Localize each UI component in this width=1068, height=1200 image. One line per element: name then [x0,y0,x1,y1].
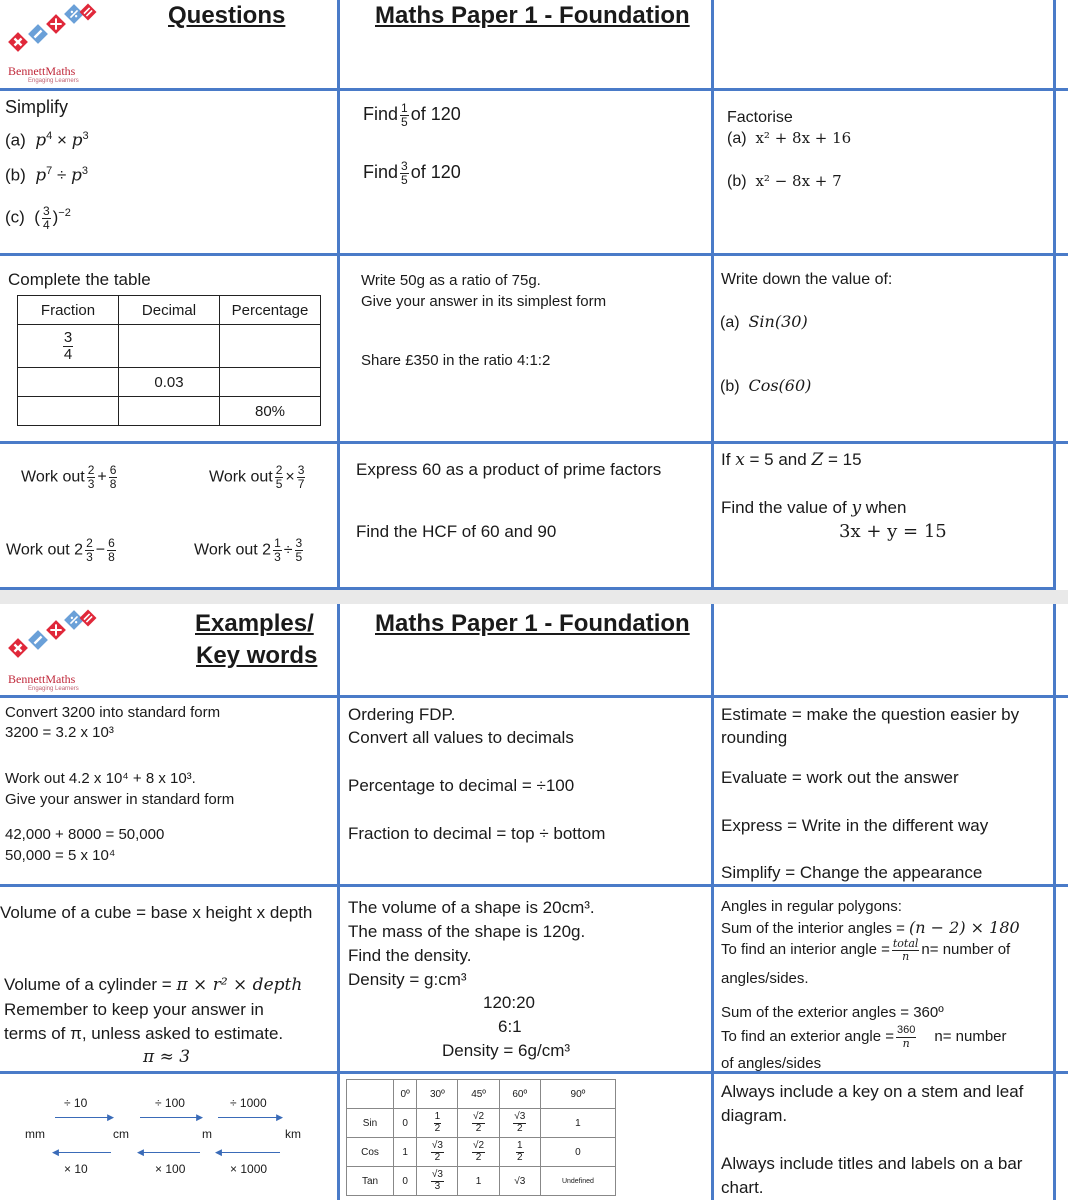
density-l1: The volume of a shape is 20cm³. [348,898,595,917]
keyword-evaluate: Evaluate = work out the answer [721,768,959,787]
logo-tagline: Engaging Learners [28,78,79,84]
unit-div-100: ÷ 100 [155,1096,185,1110]
arrow-right [55,1112,114,1122]
table-cell: 0.03 [119,368,220,397]
keyword-estimate-2: rounding [721,728,788,747]
trig-cell: $\frac{1}{2}$ [417,1109,458,1138]
table-cell [18,368,119,397]
angles-l1: Angles in regular polygons: [721,898,902,915]
unit-mm: mm [25,1127,45,1141]
trig-cell: 0 [394,1167,417,1196]
ratio-line-1: Write 50g as a ratio of 75g. [361,272,541,289]
stdform-l1: Convert 3200 into standard form [5,704,221,721]
barchart-l1: Always include titles and labels on a bar [721,1154,1023,1173]
logo-brand: BennettMaths [8,64,76,78]
header-keywords: Key words [196,642,318,669]
complete-table-title: Complete the table [8,270,151,289]
unit-div-1000: ÷ 1000 [230,1096,267,1110]
angles-l6: To find an exterior angle = $\frac{360}{n}$ n= number [721,1024,1007,1050]
arrowhead: ▶ [276,1112,283,1122]
page-title: Maths Paper 1 - Foundation [375,610,690,637]
factorise-title: Factorise [727,109,793,126]
angles-l5: Sum of the exterior angles = 360º [721,1004,944,1021]
factorise-b: (b) x² − 8x + 7 [727,172,842,190]
stdform-l4: Give your answer in standard form [5,791,235,808]
page-questions [0,0,1068,590]
trig-title: Write down the value of: [721,271,893,288]
logo-tagline: Engaging Learners [28,686,79,692]
volume-cylinder: Volume of a cylinder = π × r² × depth [4,975,303,995]
trig-cell: $\frac{√3}{2}$ [499,1109,540,1138]
table-cell: $\frac{3}{4}$ [18,325,119,368]
grid-line [1053,604,1056,1200]
stdform-l2: 3200 = 3.2 x 10³ [5,724,114,741]
fdp-l4: Fraction to decimal = top ÷ bottom [348,824,606,843]
prime-line-2: Find the HCF of 60 and 90 [356,522,557,541]
simplify-b: (b) $p^7 \div p^3$ [5,165,89,186]
angles-l3: To find an interior angle = $\frac{\text{total}}{n}$ n= number of [721,937,1011,963]
trig-cell: 0 [394,1109,417,1138]
arrowhead: ◀ [137,1147,144,1157]
keyword-simplify: Simplify = Change the appearance [721,863,983,882]
header-examples: Examples/ [195,610,314,637]
unit-cm: cm [113,1127,129,1141]
trig-row-label: Cos [347,1138,394,1167]
trig-cell: $\frac{√2}{2}$ [458,1138,499,1167]
stdform-l6: 50,000 = 5 x 10⁴ [5,847,116,864]
trig-header: 30º [417,1080,458,1109]
grid-line [0,253,1068,256]
arrowhead: ▶ [107,1112,114,1122]
simplify-title: Simplify [5,97,69,117]
grid-line [0,88,1068,91]
page-title: Maths Paper 1 - Foundation [375,2,690,29]
logo-brand: BennettMaths [8,672,76,686]
trig-cell: $\frac{1}{2}$ [499,1138,540,1167]
density-l3: Find the density. [348,946,472,965]
density-l4: Density = g:cm³ [348,970,467,989]
fdp-l3: Percentage to decimal = ÷100 [348,776,575,795]
header-questions: Questions [168,2,286,29]
grid-line [337,604,340,1200]
grid-line [711,604,714,1200]
angles-l7: of angles/sides [721,1055,822,1072]
find-fraction-2: Find $\frac{3}{5}$ of 120 [363,159,461,187]
arrow-left [52,1147,111,1157]
table-cell [220,325,321,368]
table-header: Percentage [220,296,321,325]
arrow-right [140,1112,203,1122]
grid-line [0,1071,1068,1074]
volume-cube: Volume of a cube = base x height x depth [0,903,313,922]
workout-4: Work out 2 $\frac{1}{3}$ ÷ $\frac{3}{5}$ [194,536,303,564]
arrow-left [215,1147,280,1157]
arrowhead: ◀ [52,1147,59,1157]
unit-mul-10: × 10 [64,1162,88,1176]
prime-line-1: Express 60 as a product of prime factors [356,460,662,479]
trig-cell: 1 [540,1109,615,1138]
grid-line [0,884,1068,887]
volume-l3: Remember to keep your answer in [4,1000,264,1019]
volume-pi: π ≈ 3 [143,1047,191,1067]
grid-line [0,695,1068,698]
unit-mul-1000: × 1000 [230,1162,268,1176]
workout-1: Work out $\frac{2}{3}$ + $\frac{6}{8}$ [21,463,117,491]
trig-cell: √3 [499,1167,540,1196]
subst-equation: 3x + y = 15 [839,521,947,542]
subst-line-2: Find the value of y when [721,498,907,518]
table-cell: 80% [220,397,321,426]
table-header: Fraction [18,296,119,325]
factorise-a: (a) x² + 8x + 16 [727,129,852,147]
subst-line-1: If x = 5 and Z = 15 [721,450,862,470]
ratio-line-2: Give your answer in its simplest form [361,293,607,310]
trig-cell: 1 [458,1167,499,1196]
page-gap [0,590,1068,604]
find-fraction-1: Find $\frac{1}{5}$ of 120 [363,101,461,129]
density-l2: The mass of the shape is 120g. [348,922,586,941]
trig-cell: 0 [540,1138,615,1167]
trig-cell: $\frac{√2}{2}$ [458,1109,499,1138]
unit-div-10: ÷ 10 [64,1096,88,1110]
angles-l2: Sum of the interior angles = (n − 2) × 180 [721,918,1020,937]
trig-cell: 1 [394,1138,417,1167]
trig-header: 90º [540,1080,615,1109]
arrowhead: ▶ [196,1112,203,1122]
arrow-left [137,1147,200,1157]
density-l5: 120:20 [483,993,535,1012]
page-examples [0,604,1068,1200]
simplify-c: (c) ( $\frac{3}{4}$ )$^{-2}$ [5,204,71,232]
angles-l4: angles/sides. [721,970,809,987]
table-cell [119,325,220,368]
trig-row-label: Tan [347,1167,394,1196]
keyword-express: Express = Write in the different way [721,816,989,835]
trig-header [347,1080,394,1109]
trig-cell: Undefined [540,1167,615,1196]
trig-cell: $\frac{√3}{2}$ [417,1138,458,1167]
trig-header: 60º [499,1080,540,1109]
stdform-l3: Work out 4.2 x 10⁴ + 8 x 10³. [5,770,196,787]
fdp-l2: Convert all values to decimals [348,728,574,747]
arrowhead: ◀ [215,1147,222,1157]
trig-row-label: Sin [347,1109,394,1138]
workout-3: Work out 2 $\frac{2}{3}$ − $\frac{6}{8}$ [6,536,115,564]
unit-km: km [285,1127,301,1141]
fdp-table [17,295,321,426]
workout-2: Work out $\frac{2}{5}$ × $\frac{3}{7}$ [209,463,305,491]
volume-l4: terms of π, unless asked to estimate. [4,1024,284,1043]
keyword-estimate: Estimate = make the question easier by [721,705,1020,724]
table-cell [18,397,119,426]
ratio-line-3: Share £350 in the ratio 4:1:2 [361,352,551,369]
table-cell [220,368,321,397]
unit-m: m [202,1127,212,1141]
grid-line [0,441,1068,444]
barchart-l2: chart. [721,1178,764,1197]
fdp-l1: Ordering FDP. [348,705,456,724]
trig-cell: $\frac{√3}{3}$ [417,1167,458,1196]
table-header: Decimal [119,296,220,325]
unit-mul-100: × 100 [155,1162,186,1176]
stemleaf-l2: diagram. [721,1106,788,1125]
table-cell [119,397,220,426]
arrow-right [218,1112,283,1122]
trig-b: (b) Cos(60) [720,376,812,395]
density-l6: 6:1 [498,1017,522,1036]
simplify-a: (a) $p^4 \times p^3$ [5,130,89,151]
stemleaf-l1: Always include a key on a stem and leaf [721,1082,1024,1101]
density-l7: Density = 6g/cm³ [442,1041,571,1060]
trig-a: (a) Sin(30) [720,312,808,331]
trig-exact-table [346,1079,616,1196]
grid-line [1053,0,1056,590]
stdform-l5: 42,000 + 8000 = 50,000 [5,826,165,843]
trig-header: 45º [458,1080,499,1109]
trig-header: 0º [394,1080,417,1109]
